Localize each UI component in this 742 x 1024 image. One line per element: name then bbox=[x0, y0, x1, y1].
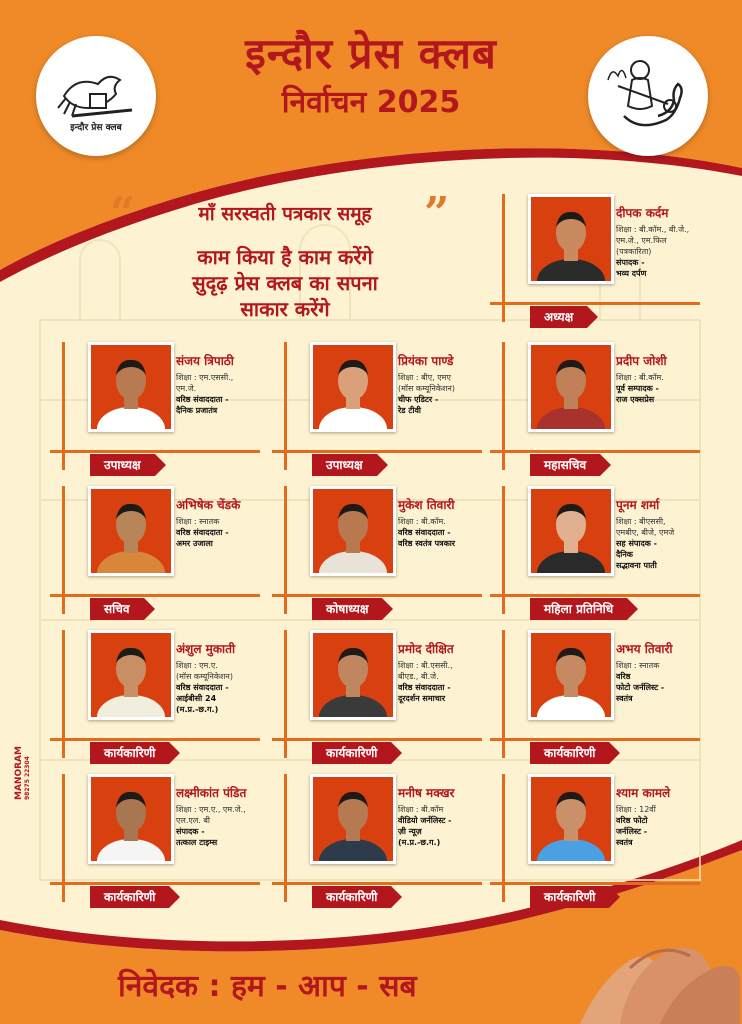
candidate-designation-text: दूरदर्शन समाचार bbox=[398, 694, 446, 703]
candidate-education-line: (मॉस कम्यूनिकेशन) bbox=[398, 384, 455, 393]
person-icon bbox=[313, 345, 393, 429]
person-icon bbox=[531, 777, 611, 861]
card-horizontal-line bbox=[50, 882, 260, 885]
candidate-designation-line bbox=[176, 837, 280, 848]
candidate-designation-text: स्वतंत्र bbox=[616, 838, 633, 847]
candidate-photo bbox=[528, 774, 614, 864]
candidate-photo bbox=[88, 774, 174, 864]
card-horizontal-line bbox=[272, 882, 482, 885]
candidate-details bbox=[398, 804, 502, 848]
candidate-designation-text: पूर्व सम्पादक - bbox=[616, 384, 659, 393]
candidate-photo bbox=[88, 486, 174, 576]
candidate-name: अभय तिवारी bbox=[616, 642, 673, 656]
candidate-card bbox=[50, 342, 280, 482]
candidate-name: संजय त्रिपाठी bbox=[176, 354, 234, 368]
card-horizontal-line bbox=[272, 738, 482, 741]
candidate-card bbox=[490, 342, 720, 482]
candidate-role: उपाध्यक्ष bbox=[90, 454, 155, 476]
candidate-name: पूनम शर्मा bbox=[616, 498, 660, 512]
candidate-card bbox=[490, 486, 720, 626]
candidate-card bbox=[50, 630, 280, 770]
candidate-photo bbox=[310, 342, 396, 432]
candidate-designation-text: वीडियो जर्नलिस्ट - bbox=[398, 816, 452, 825]
candidate-role: कार्यकारिणी bbox=[530, 886, 609, 908]
candidate-photo bbox=[88, 342, 174, 432]
candidate-details bbox=[176, 804, 280, 848]
person-icon bbox=[313, 633, 393, 717]
footer-text: निवेदक : हम - आप - सब bbox=[118, 969, 417, 1004]
joined-hands-icon bbox=[560, 920, 740, 1024]
candidate-designation-text: दैनिक bbox=[616, 550, 633, 559]
candidate-designation-line bbox=[176, 405, 280, 416]
person-icon bbox=[313, 489, 393, 573]
candidate-education-line: बीएड., बी.जे. bbox=[398, 672, 439, 681]
candidate-role: कार्यकारिणी bbox=[90, 886, 169, 908]
candidate-card bbox=[272, 630, 502, 770]
candidate-details bbox=[616, 224, 720, 279]
candidate-designation-line bbox=[616, 560, 720, 571]
candidate-designation-line bbox=[616, 257, 720, 268]
poster-title: इन्दौर प्रेस क्लब bbox=[245, 29, 497, 78]
card-horizontal-line bbox=[490, 302, 700, 305]
card-horizontal-line bbox=[490, 594, 700, 597]
candidate-details bbox=[616, 804, 720, 848]
candidate-card bbox=[272, 342, 502, 482]
candidate-card bbox=[490, 774, 720, 914]
candidate-education-line: शिक्षा : स्नातक bbox=[616, 661, 660, 670]
card-horizontal-line bbox=[272, 594, 482, 597]
candidate-card bbox=[272, 774, 502, 914]
candidate-designation-text: अमर उजाला bbox=[176, 539, 213, 548]
candidate-designation-line bbox=[398, 527, 502, 538]
candidate-designation-line bbox=[398, 815, 502, 826]
candidate-photo bbox=[528, 194, 614, 284]
candidate-role: सचिव bbox=[90, 598, 144, 620]
candidate-details bbox=[398, 516, 502, 549]
candidate-designation-line bbox=[176, 394, 280, 405]
candidate-designation-text: जर्नलिस्ट - bbox=[616, 827, 648, 836]
candidate-role: उपाध्यक्ष bbox=[312, 454, 377, 476]
candidate-role: कार्यकारिणी bbox=[312, 742, 391, 764]
candidate-designation-text: तत्काल टाइम्स bbox=[176, 838, 218, 847]
card-horizontal-line bbox=[50, 594, 260, 597]
candidate-designation-text: रेड टीवी bbox=[398, 406, 421, 415]
candidate-designation-line bbox=[176, 527, 280, 538]
candidate-education-line: शिक्षा : बी.कॉम., बी.जे., bbox=[616, 225, 690, 234]
candidate-details bbox=[616, 516, 720, 571]
candidate-education-line: (पत्रकारिता) bbox=[616, 247, 652, 256]
candidate-designation-text: राज एक्सप्रेस bbox=[616, 395, 655, 404]
candidate-designation-text: फोटो जर्नलिस्ट - bbox=[616, 683, 665, 692]
candidate-designation-line bbox=[176, 682, 280, 693]
candidate-education-line: शिक्षा : एम.ए., एम.जे., bbox=[176, 805, 246, 814]
candidate-photo bbox=[528, 486, 614, 576]
candidate-name: प्रमोद दीक्षित bbox=[398, 642, 454, 656]
candidate-photo bbox=[88, 630, 174, 720]
candidate-designation-text: वरिष्ठ bbox=[616, 672, 631, 681]
candidate-designation-line bbox=[398, 837, 502, 848]
card-horizontal-line bbox=[272, 450, 482, 453]
candidate-designation-line bbox=[398, 538, 502, 549]
close-quote-icon: ” bbox=[424, 188, 450, 239]
candidate-name: अभिषेक चेंडके bbox=[176, 498, 241, 512]
candidate-designation-line bbox=[616, 837, 720, 848]
person-icon bbox=[313, 777, 393, 861]
candidate-card bbox=[490, 630, 720, 770]
poster-subtitle: निर्वाचन 2025 bbox=[281, 85, 461, 120]
candidate-details bbox=[398, 660, 502, 704]
candidate-photo bbox=[310, 486, 396, 576]
candidate-designation-line bbox=[616, 815, 720, 826]
candidate-designation-line bbox=[616, 549, 720, 560]
person-icon bbox=[91, 489, 171, 573]
candidate-designation-line bbox=[176, 693, 280, 704]
person-icon bbox=[531, 633, 611, 717]
candidate-education-line: शिक्षा : बीएससी, bbox=[616, 517, 666, 526]
candidate-designation-line bbox=[616, 682, 720, 693]
candidate-details bbox=[616, 660, 720, 704]
candidate-name: अंशुल मुकाती bbox=[176, 642, 236, 656]
candidate-designation-line bbox=[176, 704, 280, 715]
slogan-line-2: सुदृढ़ प्रेस क्लब का सपना bbox=[192, 271, 378, 295]
candidate-card bbox=[272, 486, 502, 626]
candidate-designation-text: दैनिक प्रजातंत्र bbox=[176, 406, 218, 415]
candidate-name: लक्ष्मीकांत पंडित bbox=[176, 786, 247, 800]
candidate-name: दीपक कर्दम bbox=[616, 206, 669, 220]
candidate-education-line: शिक्षा : बी.कॉम. bbox=[616, 373, 664, 382]
candidate-name: प्रियंका पाण्डे bbox=[398, 354, 454, 368]
person-icon bbox=[91, 633, 171, 717]
candidate-education-line: एल.एल. बी bbox=[176, 816, 210, 825]
candidate-designation-line bbox=[398, 394, 502, 405]
designer-credit bbox=[14, 720, 31, 800]
candidate-designation-line bbox=[616, 383, 720, 394]
candidate-role: महिला प्रतिनिधि bbox=[530, 598, 627, 620]
slogan-line-1: काम किया है काम करेंगे bbox=[197, 245, 373, 269]
candidate-designation-line bbox=[398, 405, 502, 416]
candidate-designation-text: भव्य दर्पण bbox=[616, 269, 647, 278]
group-name: माँ सरस्वती पत्रकार समूह bbox=[198, 203, 372, 225]
person-icon bbox=[91, 777, 171, 861]
candidate-designation-text: चीफ एडिटर - bbox=[398, 395, 439, 404]
candidate-designation-text: (म.प्र.-छ.ग.) bbox=[176, 705, 219, 714]
person-icon bbox=[531, 345, 611, 429]
candidate-designation-line bbox=[616, 826, 720, 837]
candidate-details bbox=[398, 372, 502, 416]
card-horizontal-line bbox=[490, 882, 700, 885]
candidate-designation-text: ज़ी न्यूज़ bbox=[398, 827, 422, 836]
candidate-designation-text: संपादक - bbox=[616, 258, 645, 267]
candidate-designation-line bbox=[398, 826, 502, 837]
candidate-designation-line bbox=[616, 394, 720, 405]
candidate-card bbox=[50, 486, 280, 626]
candidate-designation-text: स्वतंत्र bbox=[616, 694, 633, 703]
candidate-designation-text: वरिष्ठ संवाददाता - bbox=[176, 528, 229, 537]
candidate-role: कार्यकारिणी bbox=[90, 742, 169, 764]
candidate-education-line: शिक्षा : स्नातक bbox=[176, 517, 220, 526]
candidate-role: महासचिव bbox=[530, 454, 600, 476]
candidate-education-line: एम.जे., एम.फिल bbox=[616, 236, 667, 245]
logo-caption: इन्दौर प्रेस क्लब bbox=[70, 123, 122, 133]
person-icon bbox=[531, 489, 611, 573]
candidate-photo bbox=[310, 774, 396, 864]
candidate-education-line: (मॉस कम्यूनिकेशन) bbox=[176, 672, 233, 681]
candidate-education-line: एमबीए, बीजे, एमजे bbox=[616, 528, 675, 537]
candidate-photo bbox=[528, 630, 614, 720]
person-icon bbox=[91, 345, 171, 429]
card-horizontal-line bbox=[490, 738, 700, 741]
candidate-designation-text: आईबीसी 24 bbox=[176, 694, 217, 703]
candidate-education-line: शिक्षा : एम.ए. bbox=[176, 661, 218, 670]
candidate-designation-text: सह संपादक - bbox=[616, 539, 657, 548]
candidate-name: प्रदीप जोशी bbox=[616, 354, 667, 368]
candidate-designation-text: वरिष्ठ फोटो bbox=[616, 816, 648, 825]
candidate-card bbox=[490, 194, 720, 334]
candidate-photo bbox=[310, 630, 396, 720]
candidate-role: कार्यकारिणी bbox=[530, 742, 609, 764]
candidate-education-line: शिक्षा : बीए, एमए bbox=[398, 373, 451, 382]
candidate-designation-text: वरिष्ठ संवाददाता - bbox=[398, 683, 451, 692]
candidate-designation-line bbox=[616, 268, 720, 279]
candidate-education-line: शिक्षा : बी.एससी., bbox=[398, 661, 453, 670]
candidate-education-line: शिक्षा : एम.एससी., bbox=[176, 373, 234, 382]
candidate-name: मनीष मक्खर bbox=[398, 786, 455, 800]
card-horizontal-line bbox=[50, 738, 260, 741]
designer-phone: 98275 22304 bbox=[24, 756, 31, 800]
candidate-details bbox=[176, 516, 280, 549]
candidate-details bbox=[176, 660, 280, 715]
candidate-education-line: शिक्षा : बी.कॉम. bbox=[398, 517, 446, 526]
open-quote-icon: “ bbox=[110, 188, 136, 239]
card-horizontal-line bbox=[50, 450, 260, 453]
candidate-details bbox=[616, 372, 720, 405]
designer-brand: MANORAM bbox=[14, 746, 24, 800]
candidate-designation-line bbox=[176, 538, 280, 549]
candidate-designation-line bbox=[616, 693, 720, 704]
candidate-card bbox=[50, 774, 280, 914]
candidate-name: मुकेश तिवारी bbox=[398, 498, 455, 512]
candidate-designation-text: संपादक - bbox=[176, 827, 205, 836]
candidate-designation-line bbox=[398, 693, 502, 704]
candidate-designation-line bbox=[616, 671, 720, 682]
candidate-photo bbox=[528, 342, 614, 432]
candidate-designation-line bbox=[176, 826, 280, 837]
candidate-designation-text: वरिष्ठ संवाददाता - bbox=[176, 683, 229, 692]
candidate-designation-text: वरिष्ठ संवाददाता - bbox=[398, 528, 451, 537]
candidate-details bbox=[176, 372, 280, 416]
candidate-education-line: शिक्षा : 12वीं bbox=[616, 805, 656, 814]
candidate-designation-line bbox=[616, 538, 720, 549]
candidate-designation-text: (म.प्र.-छ.ग.) bbox=[398, 838, 441, 847]
candidate-name: श्याम कामले bbox=[616, 786, 671, 800]
candidate-designation-text: सद्भावना पाती bbox=[616, 561, 657, 570]
candidate-role: कार्यकारिणी bbox=[312, 886, 391, 908]
candidate-education-line: शिक्षा : बी.कॉम bbox=[398, 805, 444, 814]
candidate-designation-line bbox=[398, 682, 502, 693]
candidate-education-line: एम.जे. bbox=[176, 384, 197, 393]
person-icon bbox=[531, 197, 611, 281]
card-horizontal-line bbox=[490, 450, 700, 453]
candidate-designation-text: वरिष्ठ स्वतंत्र पत्रकार bbox=[398, 539, 456, 548]
candidate-role: अध्यक्ष bbox=[530, 306, 587, 328]
candidate-designation-text: वरिष्ठ संवाददाता - bbox=[176, 395, 229, 404]
candidate-role: कोषाध्यक्ष bbox=[312, 598, 382, 620]
slogan-line-3: साकार करेंगे bbox=[240, 297, 330, 321]
